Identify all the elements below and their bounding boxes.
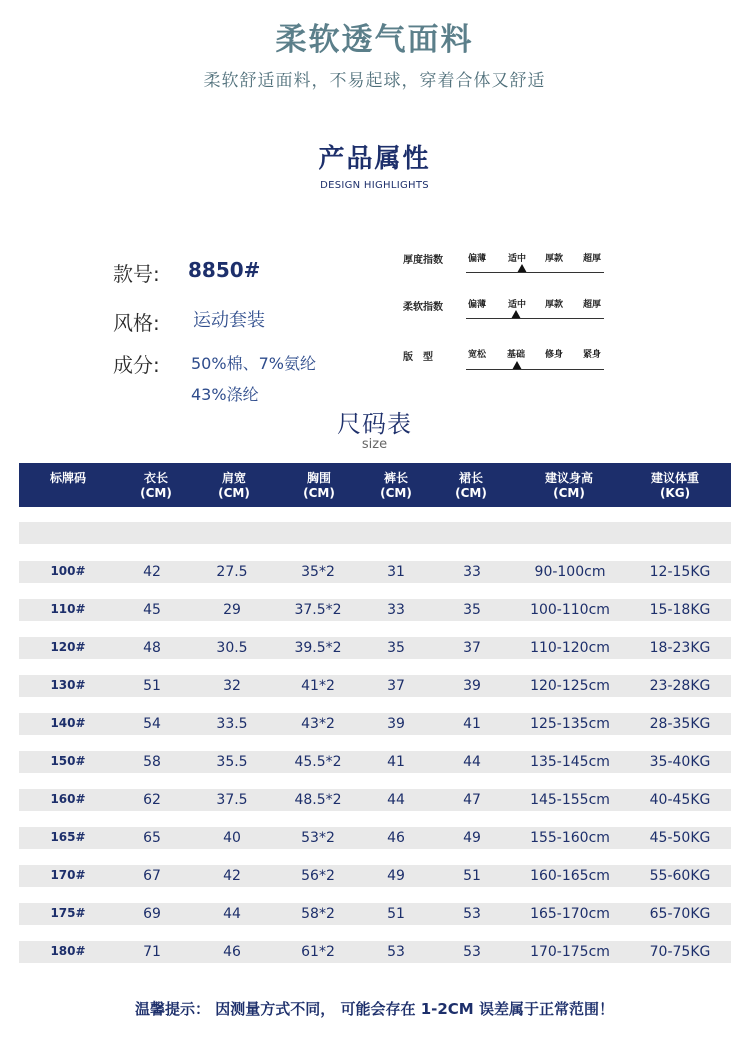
table-cell: 53 (463, 944, 481, 960)
size-code-cell: 175# (50, 906, 86, 920)
table-cell: 62 (143, 792, 161, 808)
scale-option: 偏薄 (468, 254, 487, 264)
table-cell: 39.5*2 (294, 640, 342, 656)
table-cell: 54 (143, 716, 161, 732)
table-cell: 46 (387, 830, 405, 846)
table-cell: 90-100cm (534, 564, 606, 580)
size-code-cell: 170# (50, 868, 86, 882)
header-cell-unit: (CM) (553, 486, 585, 500)
size-chart-title: 尺码表 (337, 410, 412, 438)
table-cell: 51 (387, 906, 405, 922)
size-code-cell: 160# (50, 792, 86, 806)
table-cell: 35.5 (216, 754, 248, 770)
table-cell: 40 (223, 830, 241, 846)
fit-index-label: 版 型 (403, 352, 433, 363)
table-cell: 70-75KG (649, 944, 711, 960)
table-cell: 49 (387, 868, 405, 884)
page-title: 柔软透气面料 (275, 22, 474, 58)
scale-option: 适中 (508, 300, 527, 310)
table-cell: 69 (143, 906, 161, 922)
header-cell-tag (19, 471, 117, 486)
table-cell: 41*2 (301, 678, 335, 694)
header-cell-skirt-length (433, 471, 509, 501)
table-cell: 33.5 (216, 716, 248, 732)
header-cell-shoulder (195, 471, 273, 501)
scale-option: 厚款 (545, 254, 564, 264)
scale-option: 适中 (508, 254, 527, 264)
size-code-cell: 165# (50, 830, 86, 844)
table-cell: 37.5 (216, 792, 248, 808)
table-cell: 160-165cm (530, 868, 610, 884)
header-cell-unit: (CM) (218, 486, 250, 500)
table-cell: 37 (387, 678, 405, 694)
header-cell-pants-length (361, 471, 431, 501)
table-cell: 43*2 (301, 716, 335, 732)
table-cell: 53 (387, 944, 405, 960)
scale-option: 宽松 (468, 350, 487, 360)
header-cell-label: 胸围 (306, 471, 331, 485)
table-cell: 58 (143, 754, 161, 770)
table-cell: 37 (463, 640, 481, 656)
table-cell: 48.5*2 (294, 792, 342, 808)
scale-option: 超厚 (583, 300, 602, 310)
table-band (19, 522, 731, 544)
table-cell: 170-175cm (530, 944, 610, 960)
style-value: 运动套装 (193, 310, 265, 331)
scale-option: 基础 (507, 350, 526, 360)
table-cell: 41 (387, 754, 405, 770)
table-cell: 29 (223, 602, 241, 618)
scale-option: 修身 (545, 350, 564, 360)
table-cell: 56*2 (301, 868, 335, 884)
table-cell: 30.5 (216, 640, 248, 656)
header-cell-label: 标牌码 (49, 471, 86, 485)
table-cell: 23-28KG (649, 678, 711, 694)
table-cell: 35-40KG (649, 754, 711, 770)
table-cell: 28-35KG (649, 716, 711, 732)
table-cell: 165-170cm (530, 906, 610, 922)
table-cell: 12-15KG (649, 564, 711, 580)
size-code-cell: 110# (50, 602, 86, 616)
header-cell-unit: (CM) (455, 486, 487, 500)
table-cell: 47 (463, 792, 481, 808)
table-cell: 55-60KG (649, 868, 711, 884)
header-cell-unit: (CM) (303, 486, 335, 500)
scale-option: 紧身 (583, 350, 602, 360)
size-code-cell: 140# (50, 716, 86, 730)
size-code-cell: 150# (50, 754, 86, 768)
table-cell: 35 (463, 602, 481, 618)
header-cell-unit: (KG) (659, 486, 691, 500)
table-cell: 49 (463, 830, 481, 846)
table-cell: 45 (143, 602, 161, 618)
header-cell-chest (277, 471, 361, 501)
style-no-value: 8850# (188, 258, 261, 282)
table-cell: 51 (143, 678, 161, 694)
header-cell-height (519, 471, 619, 501)
thickness-scale-line (466, 272, 604, 273)
table-cell: 44 (463, 754, 481, 770)
header-cell-unit: (CM) (380, 486, 412, 500)
table-cell: 42 (143, 564, 161, 580)
table-cell: 71 (143, 944, 161, 960)
style-label: 风格: (113, 311, 160, 335)
table-cell: 27.5 (216, 564, 248, 580)
table-cell: 58*2 (301, 906, 335, 922)
table-cell: 45-50KG (649, 830, 711, 846)
table-cell: 125-135cm (530, 716, 610, 732)
table-cell: 65 (143, 830, 161, 846)
footer-note: 温馨提示： 因测量方式不同， 可能会存在 1-2CM 误差属于正常范围！ (135, 1000, 614, 1018)
table-cell: 40-45KG (649, 792, 711, 808)
header-cell-unit: (CM) (140, 486, 172, 500)
header-cell-length (117, 471, 195, 501)
table-cell: 120-125cm (530, 678, 610, 694)
table-cell: 45.5*2 (294, 754, 342, 770)
table-cell: 39 (463, 678, 481, 694)
table-cell: 46 (223, 944, 241, 960)
table-cell: 33 (387, 602, 405, 618)
attributes-subtitle: DESIGN HIGHLIGHTS (320, 180, 429, 191)
table-cell: 51 (463, 868, 481, 884)
table-cell: 53*2 (301, 830, 335, 846)
table-cell: 41 (463, 716, 481, 732)
scale-option: 厚款 (545, 300, 564, 310)
table-cell: 135-145cm (530, 754, 610, 770)
table-cell: 18-23KG (649, 640, 711, 656)
size-chart-subtitle: size (361, 437, 388, 452)
table-cell: 37.5*2 (294, 602, 342, 618)
header-cell-weight (625, 471, 725, 501)
header-cell-label: 裙长 (458, 471, 483, 485)
table-cell: 61*2 (301, 944, 335, 960)
attributes-title: 产品属性 (318, 144, 431, 174)
table-cell: 53 (463, 906, 481, 922)
table-cell: 155-160cm (530, 830, 610, 846)
table-cell: 31 (387, 564, 405, 580)
softness-index-label: 柔软指数 (403, 302, 443, 313)
table-cell: 39 (387, 716, 405, 732)
scale-option: 超厚 (583, 254, 602, 264)
table-cell: 15-18KG (649, 602, 711, 618)
table-cell: 145-155cm (530, 792, 610, 808)
composition-line-2: 43%涤纶 (191, 385, 259, 404)
header-cell-label: 肩宽 (221, 471, 246, 485)
header-cell-label: 衣长 (143, 471, 168, 485)
softness-scale-line (466, 318, 604, 319)
header-cell-label: 建议体重 (650, 471, 699, 485)
style-no-label: 款号: (113, 262, 160, 286)
table-cell: 35*2 (301, 564, 335, 580)
header-cell-label: 裤长 (383, 471, 408, 485)
table-cell: 32 (223, 678, 241, 694)
table-cell: 44 (223, 906, 241, 922)
table-cell: 48 (143, 640, 161, 656)
scale-option: 偏薄 (468, 300, 487, 310)
size-code-cell: 180# (50, 944, 86, 958)
table-cell: 65-70KG (649, 906, 711, 922)
header-cell-label: 建议身高 (544, 471, 593, 485)
table-cell: 33 (463, 564, 481, 580)
table-cell: 35 (387, 640, 405, 656)
composition-line-1: 50%棉、7%氨纶 (191, 354, 316, 373)
table-cell: 67 (143, 868, 161, 884)
page-subtitle: 柔软舒适面料，不易起球，穿着合体又舒适 (203, 71, 546, 91)
table-cell: 42 (223, 868, 241, 884)
table-cell: 110-120cm (530, 640, 610, 656)
size-code-cell: 130# (50, 678, 86, 692)
size-table-header (19, 463, 731, 507)
fit-scale-line (466, 369, 604, 370)
table-cell: 44 (387, 792, 405, 808)
composition-label: 成分: (113, 353, 160, 377)
thickness-index-label: 厚度指数 (403, 255, 443, 266)
size-code-cell: 120# (50, 640, 86, 654)
table-cell: 100-110cm (530, 602, 610, 618)
size-code-cell: 100# (50, 564, 86, 578)
